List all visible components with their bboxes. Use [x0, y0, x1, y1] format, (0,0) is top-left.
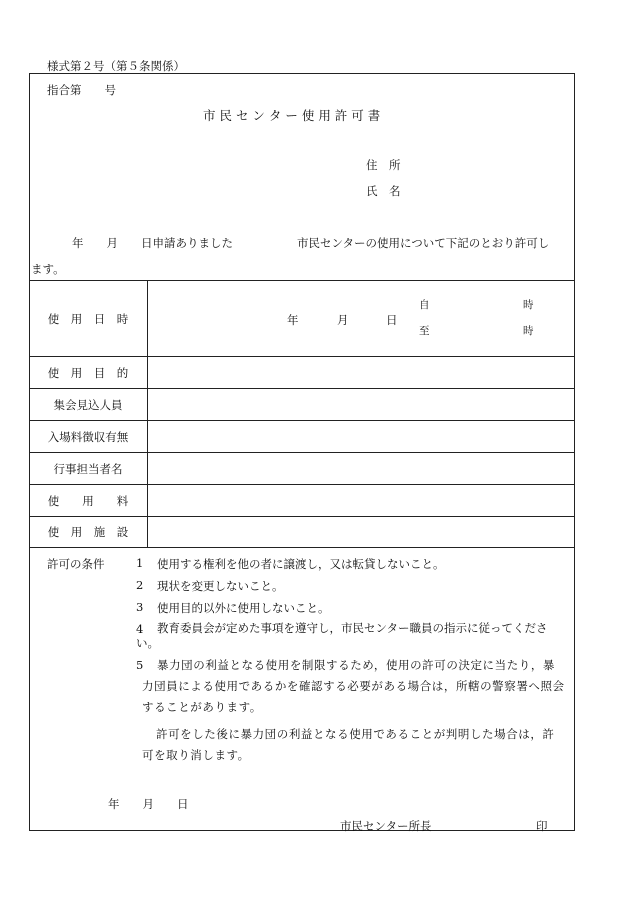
- column-divider: [147, 280, 148, 547]
- condition-text: 現状を変更しないこと。: [157, 579, 284, 593]
- datetime-hour-from: 時: [523, 299, 534, 311]
- divider: [29, 547, 575, 548]
- condition-number: 2: [136, 578, 144, 592]
- issue-date: 年 月 日: [108, 797, 189, 811]
- divider: [29, 420, 575, 421]
- row-label-usage-fee: 使 用 料: [47, 494, 129, 508]
- row-label-expected-attendance: 集会見込人員: [53, 398, 123, 412]
- row-label-usage-datetime: 使 用 日 時: [47, 312, 129, 326]
- datetime-year: 年: [287, 313, 299, 327]
- application-date: 年 月 日申請ありました: [72, 236, 233, 250]
- divider: [29, 356, 575, 357]
- form-number: 様式第２号（第５条関係）: [47, 59, 185, 73]
- condition-text: 使用する権利を他の者に譲渡し，又は転貸しないこと。: [157, 557, 445, 571]
- permission-text-cont: ます。: [31, 262, 65, 276]
- divider: [29, 452, 575, 453]
- directive-number: 指合第 号: [47, 83, 116, 97]
- condition-text: 使用目的以外に使用しないこと。: [157, 601, 330, 615]
- datetime-from: 自: [419, 299, 430, 311]
- divider: [29, 388, 575, 389]
- condition-text: 教育委員会が定めた事項を遵守し，市民センター職員の指示に従ってください。: [136, 621, 548, 650]
- datetime-to: 至: [419, 325, 430, 337]
- condition-number: 3: [136, 600, 144, 614]
- condition-number: 1: [136, 556, 144, 570]
- address-label: 住 所: [366, 158, 401, 172]
- seal-mark: 印: [536, 819, 548, 833]
- datetime-hour-to: 時: [523, 325, 534, 337]
- row-label-event-contact: 行事担当者名: [53, 462, 123, 476]
- row-label-facility: 使 用 施 設: [47, 525, 129, 539]
- datetime-month: 月: [337, 313, 349, 327]
- row-label-admission-fee: 入場料徴収有無: [47, 430, 129, 444]
- issuer-title: 市民センター所長: [340, 819, 432, 833]
- permission-text: 市民センターの使用について下記のとおり許可し: [297, 236, 550, 250]
- condition-text: 暴力団の利益となる使用を制限するため，使用の許可の決定に当たり，暴力団員による使用であるかを確認する必要がある場合は，所轄の警察署へ照会することがあります。: [142, 658, 565, 714]
- conditions-label: 許可の条件: [47, 557, 105, 571]
- divider: [29, 516, 575, 517]
- divider: [29, 280, 575, 281]
- divider: [29, 484, 575, 485]
- row-label-usage-purpose: 使 用 目 的: [47, 366, 129, 380]
- datetime-day: 日: [386, 313, 398, 327]
- condition-number: 5: [136, 658, 144, 672]
- condition-number: 4: [136, 622, 144, 636]
- name-label: 氏 名: [366, 184, 401, 198]
- document-title: 市 民 セ ン タ ー 使 用 許 可 書: [203, 108, 381, 123]
- condition-note: 許可をした後に暴力団の利益となる使用であることが判明した場合は，許可を取り消します。: [142, 727, 555, 762]
